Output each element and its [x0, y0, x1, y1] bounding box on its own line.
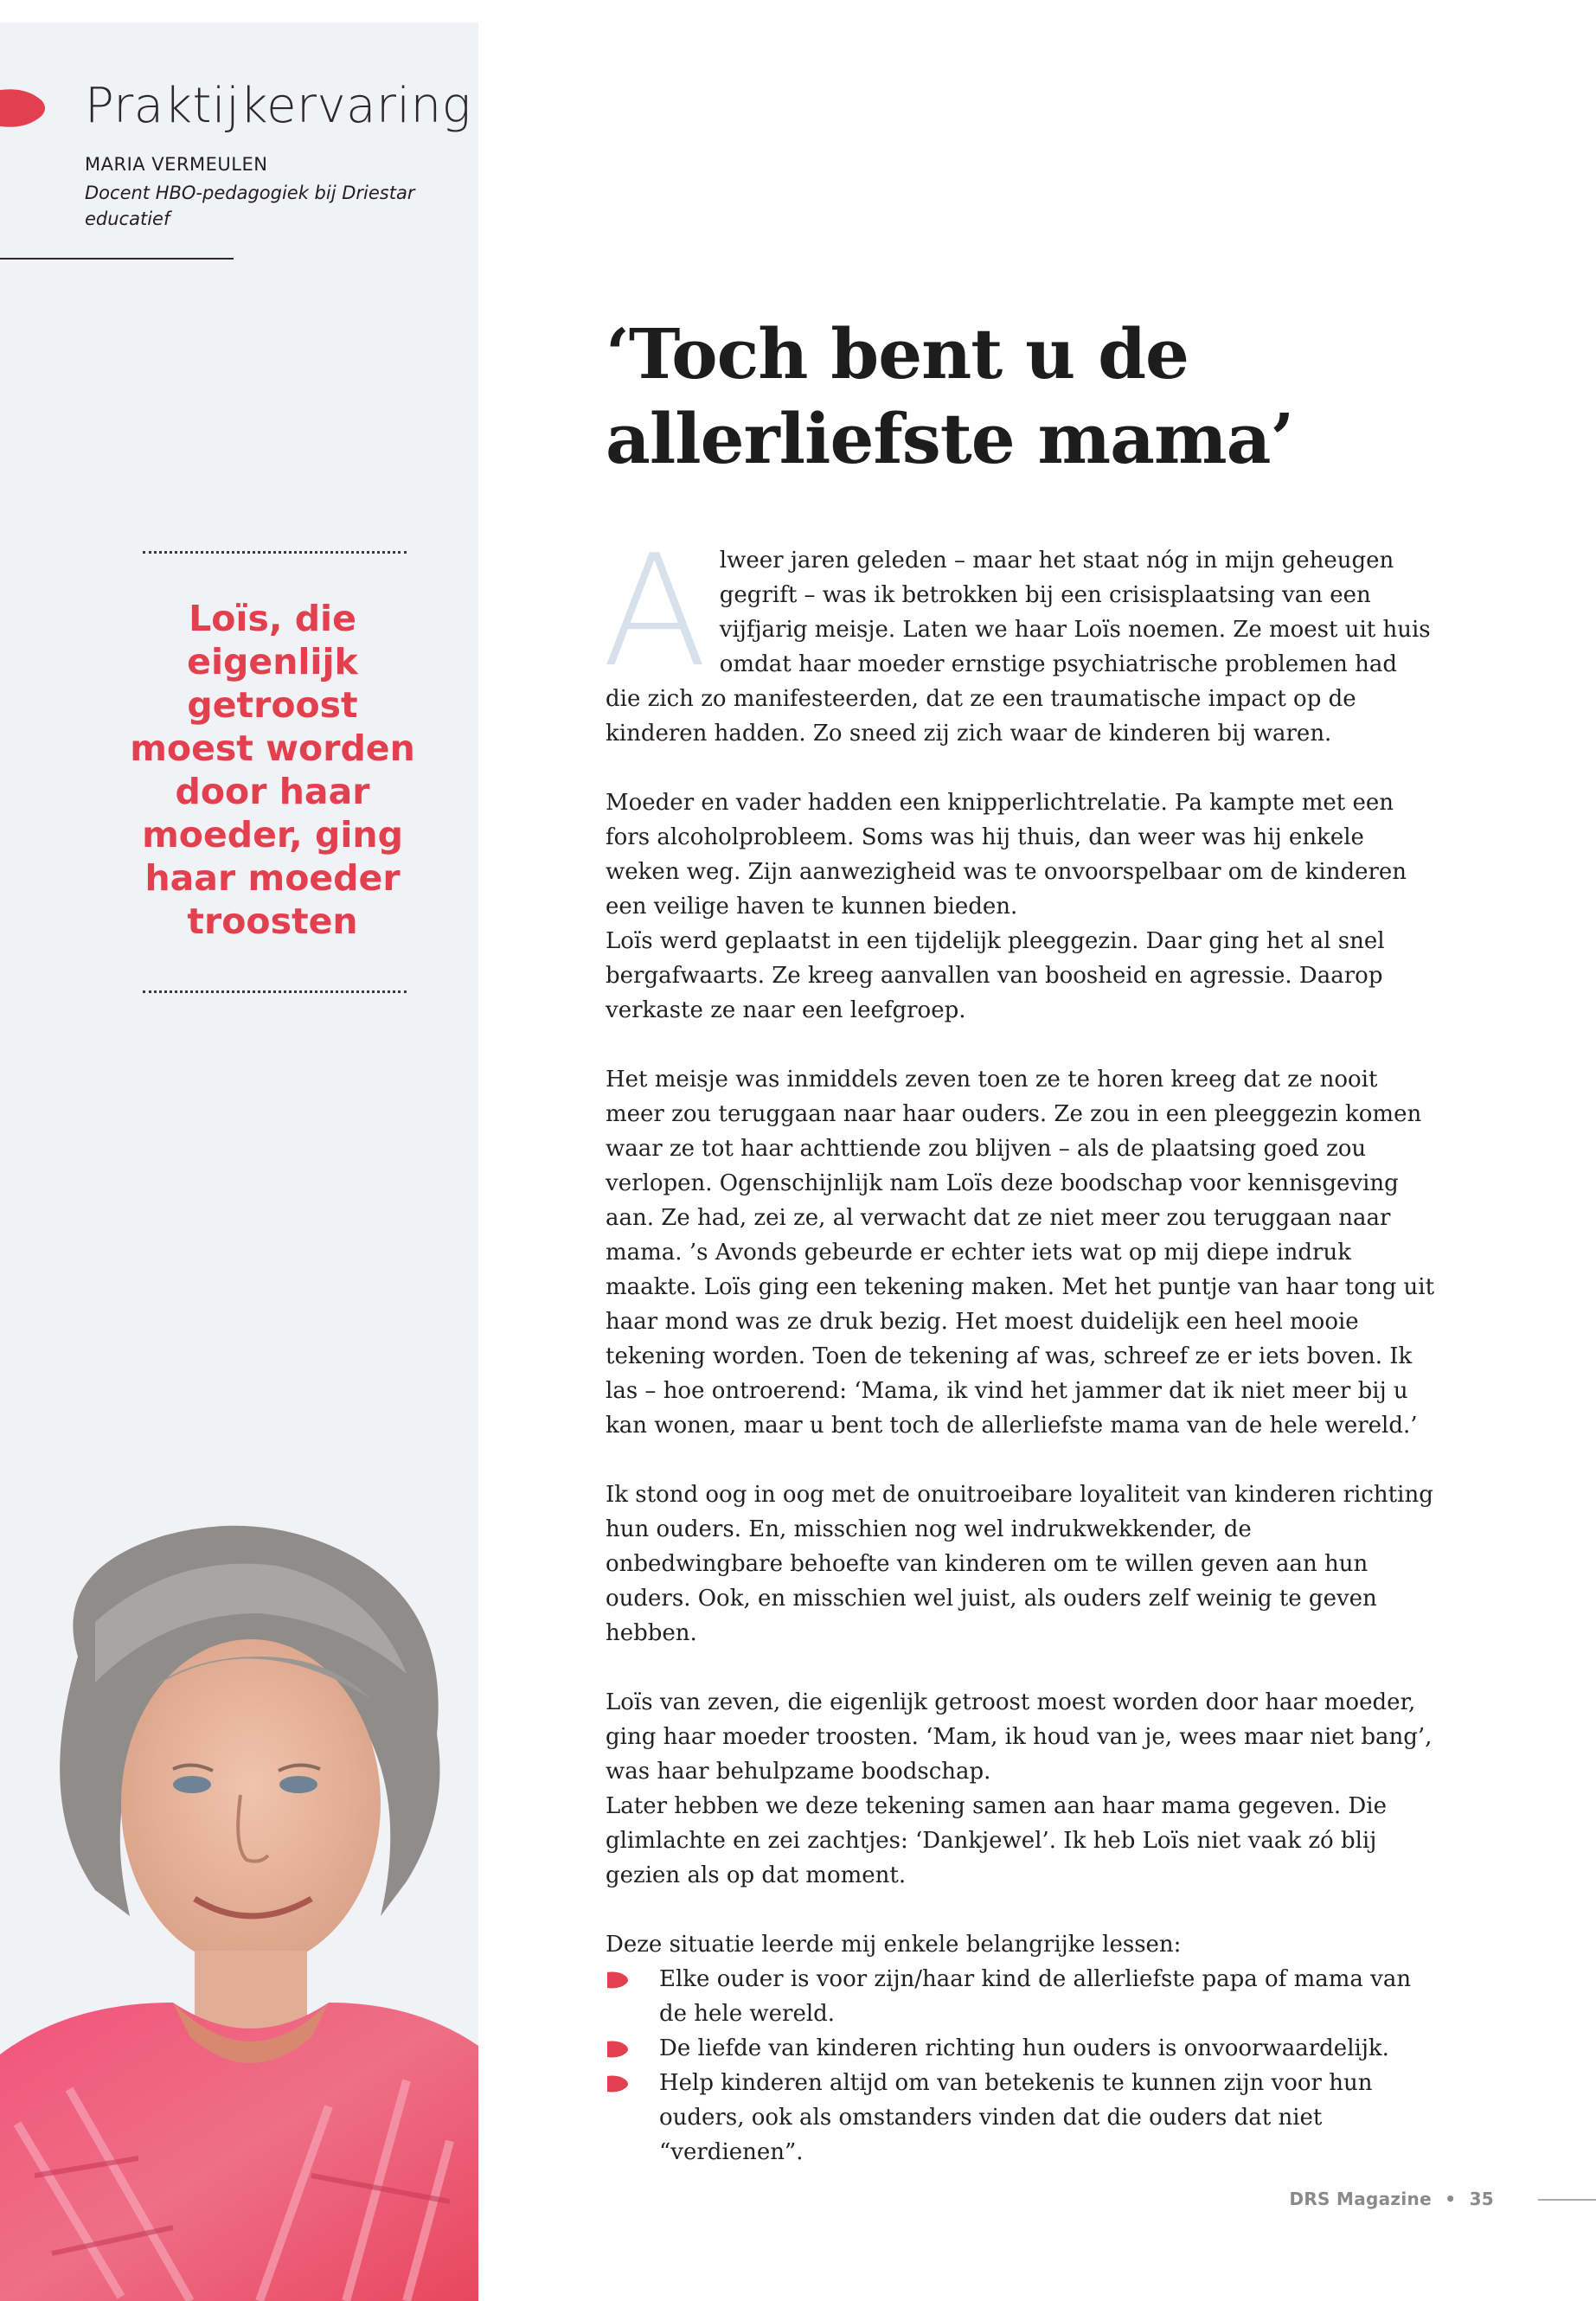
list-item — [606, 2031, 1436, 2066]
pullquote-bottom-divider — [143, 990, 407, 993]
section-title: Praktijkervaring — [85, 78, 471, 134]
paragraph-6: Deze situatie leerde mij enkele belangrijke lessen: — [606, 1932, 1182, 1958]
article-body — [602, 522, 1436, 2170]
article-headline — [606, 311, 1471, 481]
pullquote: Loïs, die eigenlijk getroost moest worden door haar moeder, ging haar moeder troosten — [130, 598, 415, 942]
paragraph-1 — [602, 522, 1436, 751]
paragraph-2: Moeder en vader hadden een knipperlichtrelatie. Pa kampte met een fors alcoholprobleem. Soms was hij thuis, dan weer was hij enkele weken weg. Zijn aanwezigheid was te onvoorspelbaar om de kinderen een veilige haven te kunnen bieden. — [606, 790, 1407, 920]
paragraph-2b: Loïs werd geplaatst in een tijdelijk pleeggezin. Daar ging het al snel bergafwaarts. Ze kreeg aanvallen van boosheid en agressie. Daarop verkaste ze naar een leefgroep. — [606, 928, 1385, 1023]
paragraph-5b: Later hebben we deze tekening samen aan haar mama gegeven. Die glimlachte en zei zachtjes: ‘Dankjewel’. Ik heb Loïs niet vaak zó blij gezien als op dat moment. — [606, 1793, 1387, 1888]
bullet-icon — [607, 1971, 630, 1990]
footer-rule — [1538, 2199, 1596, 2201]
magazine-name: DRS Magazine — [1289, 2189, 1432, 2209]
list-item-text: De liefde van kinderen richting hun ouders is onvoorwaardelijk. — [659, 2035, 1389, 2061]
section-marker-icon — [0, 87, 48, 130]
list-item — [606, 1962, 1436, 2031]
author-divider — [0, 258, 234, 260]
list-item-text: Help kinderen altijd om van betekenis te kunnen zijn voor hun ouders, ook als omstanders vinden dat die ouders dat niet “verdienen”. — [659, 2070, 1373, 2165]
bullet-icon — [607, 2040, 630, 2059]
author-role: Docent HBO-pedagogiek bij Driestar educatief — [85, 183, 415, 229]
lessons-list — [606, 1962, 1436, 2170]
bullet-icon — [607, 2074, 630, 2093]
paragraph-4: Ik stond oog in oog met de onuitroeibare loyaliteit van kinderen richting hun ouders. En, misschien nog wel indrukwekkender, de onbedwingbare behoefte van kinderen om te willen geven aan hun ouders. Ook, en misschien wel juist, als ouders zelf weinig te geven hebben. — [606, 1482, 1433, 1646]
page-footer — [1289, 2189, 1494, 2209]
list-item-text: Elke ouder is voor zijn/haar kind de allerliefste papa of mama van de hele wereld. — [659, 1966, 1412, 2027]
paragraph-1-text: lweer jaren geleden – maar het staat nóg in mijn geheugen gegrift – was ik betrokken bij een crisisplaatsing van een vijfjarig meisje. Laten we haar Loïs noemen. Ze moest uit huis omdat haar moeder ernstige psychiatrische problemen had die zich zo manifesteerden, dat ze een traumatische impact op de kinderen hadden. Zo sneed zij zich waar de kinderen bij waren. — [606, 548, 1431, 747]
headline-line-2: allerliefste mama’ — [606, 398, 1294, 479]
author-portrait-image — [0, 1518, 478, 2301]
page-number: 35 — [1469, 2189, 1494, 2209]
pullquote-top-divider — [143, 551, 407, 554]
footer-separator: • — [1445, 2189, 1457, 2209]
drop-cap: A — [602, 522, 708, 701]
headline-line-1: ‘Toch bent u de — [606, 313, 1189, 394]
paragraph-5: Loïs van zeven, die eigenlijk getroost moest worden door haar moeder, ging haar moeder troosten. ‘Mam, ik houd van je, wees maar niet bang’, was haar behulpzame boodschap. — [606, 1689, 1433, 1785]
list-item — [606, 2066, 1436, 2170]
author-name: MARIA VERMEULEN — [85, 154, 268, 175]
paragraph-3: Het meisje was inmiddels zeven toen ze te horen kreeg dat ze nooit meer zou teruggaan naar haar ouders. Ze zou in een pleeggezin komen waar ze tot haar achttiende zou blijven – als de plaatsing goed zou verlopen. Ogenschijnlijk nam Loïs deze boodschap voor kennisgeving aan. Ze had, zei ze, al verwacht dat ze niet meer zou teruggaan naar mama. ’s Avonds gebeurde er echter iets wat op mij diepe indruk maakte. Loïs ging een tekening maken. Met het puntje van haar tong uit haar mond was ze druk bezig. Het moest duidelijk een heel mooie tekening worden. Toen de tekening af was, schreef ze er iets boven. Ik las – hoe ontroerend: ‘Mama, ik vind het jammer dat ik niet meer bij u kan wonen, maar u bent toch de allerliefste mama van de hele wereld.’ — [606, 1067, 1435, 1439]
